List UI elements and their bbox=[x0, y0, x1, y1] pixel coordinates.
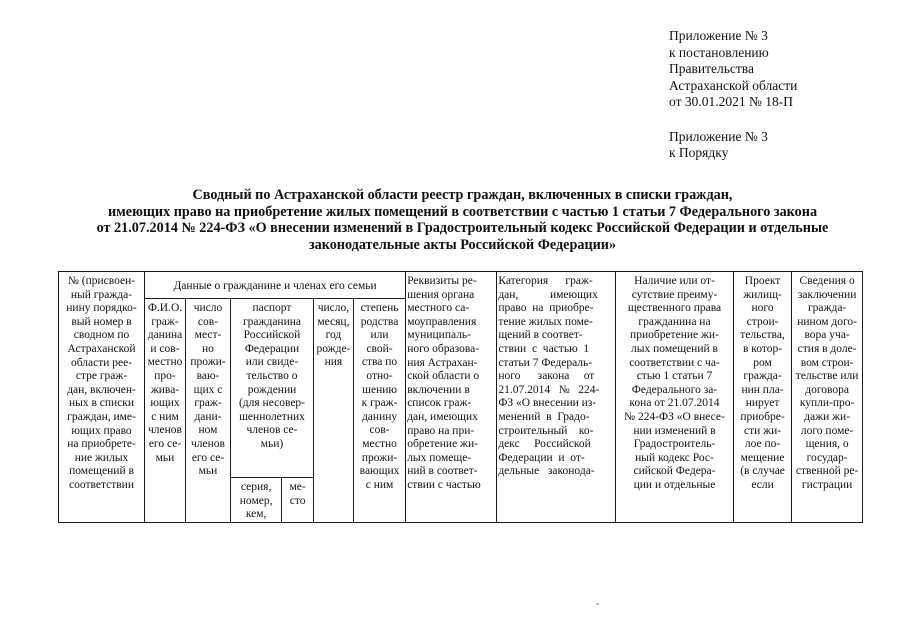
col-passport-series-header: серия, номер, кем, bbox=[231, 478, 282, 523]
appendix-line: к Порядку bbox=[669, 145, 729, 160]
col-preemptive-right-header: Наличие или от- сутствие преиму- щественного права гражданина на приобретение жи- лых помещений в соответствии с ча- стью 1 статьи 7 Федерального за- кона от 21.07.2014 № 224-ФЗ «О внесе- нии изменений в Градостроитель- ный кодекс Рос- сийской Федера- ции и отдельные bbox=[616, 272, 734, 523]
title-line: имеющих право на приобретение жилых помещений в соответствии с частью 1 статьи 7 Федерального закона bbox=[107, 203, 818, 220]
title-line: законодательные акты Российской Федерации» bbox=[308, 236, 617, 253]
registry-table bbox=[58, 271, 863, 523]
appendix-line: Приложение № 3 bbox=[669, 28, 768, 43]
appendix-line: Правительства bbox=[669, 61, 754, 76]
col-housing-project-header: Проект жилищ- ного строи- тельства, в котор- ром гражда- нин пла- нирует приобре- сти жи- лое по- мещение (в случае если bbox=[733, 272, 791, 523]
appendix-line: от 30.01.2021 № 18-П bbox=[669, 94, 793, 109]
appendix-line: Приложение № 3 bbox=[669, 128, 768, 144]
family-data-group-header: Данные о гражданине и членах его семьи bbox=[145, 272, 406, 299]
col-birth-date-header: число, месяц, год рожде- ния bbox=[313, 299, 353, 523]
appendix-line: к постановлению bbox=[669, 44, 769, 60]
title-line: от 21.07.2014 № 224-ФЗ «О внесении изменений в Градостроительный кодекс Российской Федерации и отдельные bbox=[96, 220, 829, 236]
col-passport-header: паспорт гражданина Российской Федерации или свиде- тельство о рождении (для несовер- шеннолетних членов се- мьи) bbox=[231, 299, 314, 478]
appendix-block bbox=[669, 28, 797, 162]
scan-speck bbox=[596, 603, 599, 605]
col-relation-header: степень родства или свой- ства по отно- шению к граж- данину сов- местно прожи- вающих с ним bbox=[353, 299, 405, 523]
appendix-line: Астраханской области bbox=[669, 77, 798, 93]
title-line: Сводный по Астраханской области реестр граждан, включенных в списки граждан, bbox=[192, 187, 733, 203]
col-contract-info-header: Сведения о заключении гражда- нином дого- вора уча- стия в доле- вом строи- тельстве или договора купли-про- дажи жи- лого поме- щения, о государ- ственной ре- гистрации bbox=[792, 272, 863, 523]
col-family-count-header: число сов- мест- но прожи- ваю- щих с граж- дани- ном членов его се- мьи bbox=[185, 299, 230, 523]
col-number-header: № (присвоен- ный гражда- нину порядко- вый номер в сводном по Астраханской области рее- стре граж- дан, включен- ных в списки граждан, име- ющих право на приобрете- ние жилых помещений в соответствии bbox=[59, 272, 145, 523]
document-title bbox=[60, 187, 865, 253]
col-fio-header: Ф.И.О. граж- данина и сов- местно про- жива- ющих с ним членов его се- мьи bbox=[145, 299, 186, 523]
col-decision-header: Реквизиты ре- шения органа местного са- моуправления муниципаль- ного образова- ния Астрахан- ской области о включении в список граж- дан, имеющих право на при- обретение жи- лых помеще- ний в соответ- ствии с частью bbox=[406, 272, 497, 523]
col-passport-place-header: ме- сто bbox=[282, 478, 314, 523]
col-category-header: Категория граж- дан, имеющих право на приобре- тение жилых поме- щений в соответ- ствии с частью 1 статьи 7 Федераль- ного закона от 21.07.2014 № 224- ФЗ «О внесении из- менений в Градо- строительный ко- декс Российской Федерации и от- дельные законода- bbox=[497, 272, 616, 523]
